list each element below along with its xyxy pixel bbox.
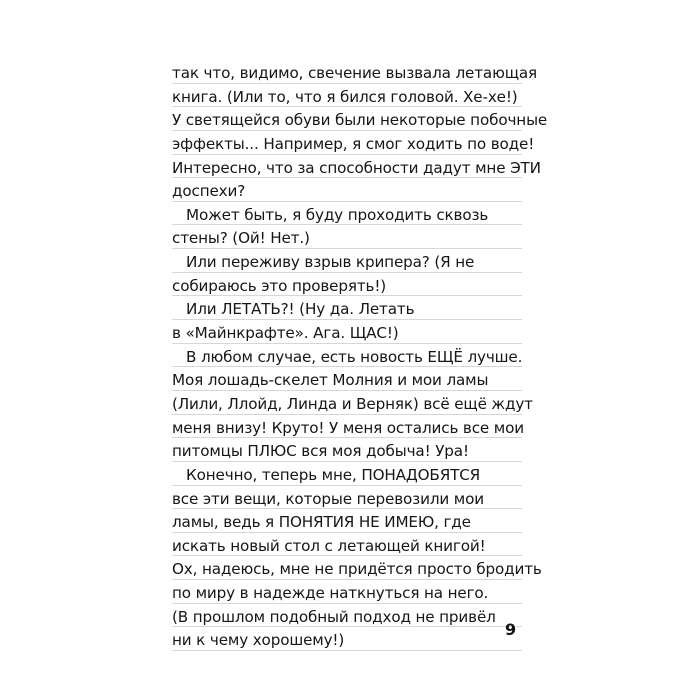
text-line: (В прошлом подобный подход не привёл bbox=[172, 604, 522, 628]
page-number: 9 bbox=[505, 620, 517, 639]
text-line: искать новый стол с летающей книгой! bbox=[172, 533, 522, 557]
text-line: (Лили, Ллойд, Линда и Верняк) всё ещё ждут bbox=[172, 391, 522, 415]
text-line: У светящейся обуви были некоторые побочные bbox=[172, 107, 522, 131]
text-line: ламы, ведь я ПОНЯТИЯ НЕ ИМЕЮ, где bbox=[172, 509, 522, 533]
text-line: эффекты... Например, я смог ходить по воде! bbox=[172, 131, 522, 155]
text-line: Ох, надеюсь, мне не придётся просто бродить bbox=[172, 556, 522, 580]
text-line: в «Майнкрафте». Ага. ЩАС!) bbox=[172, 320, 522, 344]
text-line: так что, видимо, свечение вызвала летающая bbox=[172, 60, 522, 84]
text-line: меня внизу! Круто! У меня остались все мои bbox=[172, 415, 522, 439]
text-line: Или переживу взрыв крипера? (Я не bbox=[172, 249, 522, 273]
text-line: стены? (Ой! Нет.) bbox=[172, 225, 522, 249]
text-line: по миру в надежде наткнуться на него. bbox=[172, 580, 522, 604]
text-line: Или ЛЕТАТЬ?! (Ну да. Летать bbox=[172, 296, 522, 320]
text-line: все эти вещи, которые перевозили мои bbox=[172, 486, 522, 510]
text-line: Может быть, я буду проходить сквозь bbox=[172, 202, 522, 226]
text-line: Моя лошадь-скелет Молния и мои ламы bbox=[172, 367, 522, 391]
text-block bbox=[172, 60, 548, 651]
text-line: Интересно, что за способности дадут мне ЭТИ bbox=[172, 155, 522, 179]
text-line: Конечно, теперь мне, ПОНАДОБЯТСЯ bbox=[172, 462, 522, 486]
text-line: книга. (Или то, что я бился головой. Хе-хе!) bbox=[172, 84, 522, 108]
text-line: В любом случае, есть новость ЕЩЁ лучше. bbox=[172, 344, 522, 368]
text-line: собираюсь это проверять!) bbox=[172, 273, 522, 297]
text-line: доспехи? bbox=[172, 178, 522, 202]
text-line: ни к чему хорошему!) bbox=[172, 627, 522, 651]
text-line: питомцы ПЛЮС вся моя добыча! Ура! bbox=[172, 438, 522, 462]
